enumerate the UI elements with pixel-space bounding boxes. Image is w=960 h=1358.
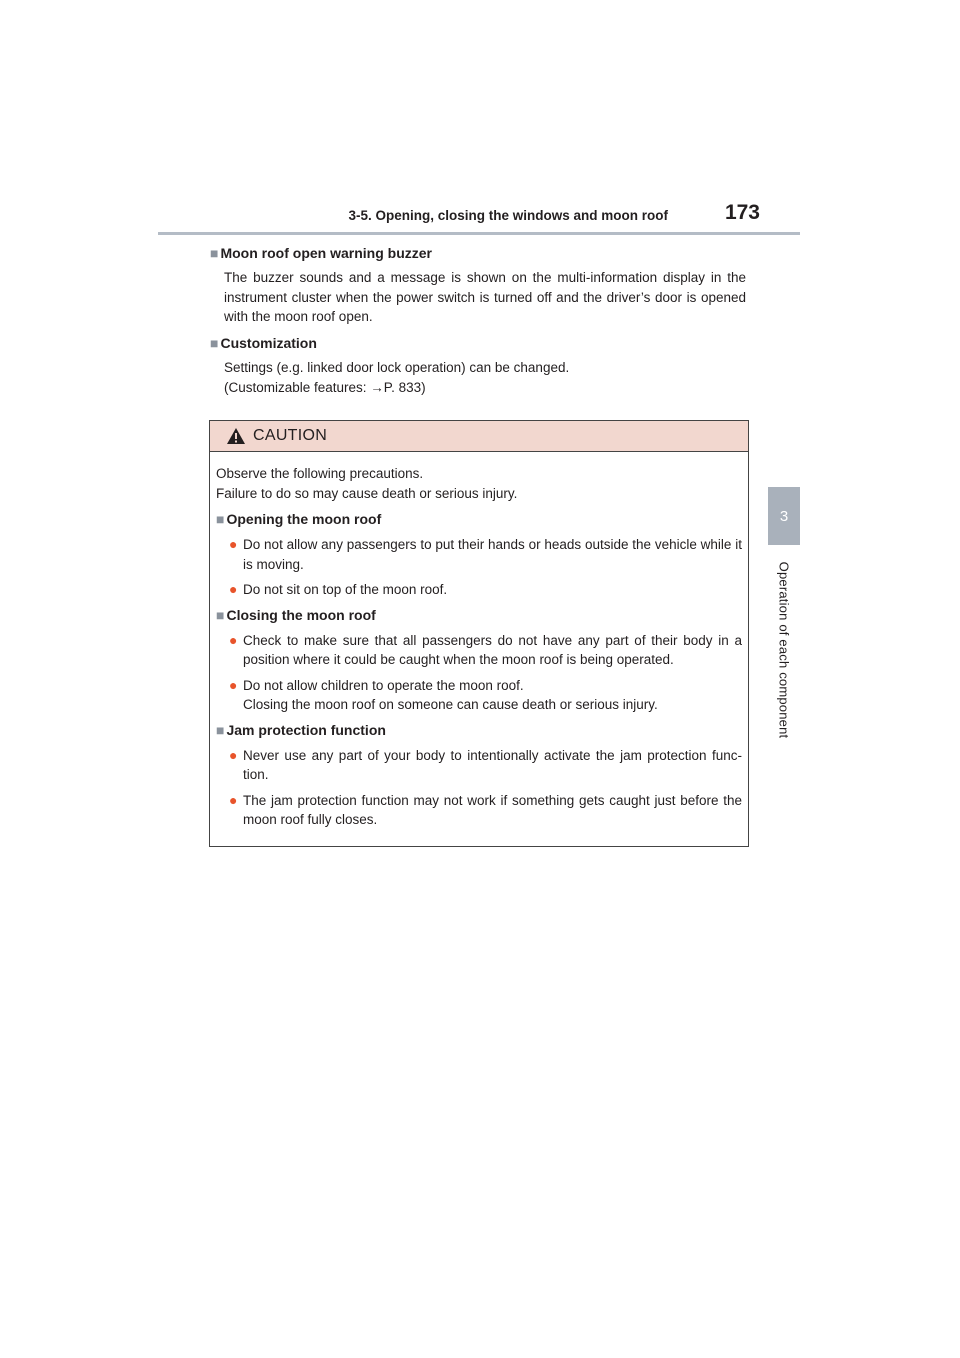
caution-group-heading: ■ Jam protection function [216, 721, 386, 738]
caution-group-heading: ■ Opening the moon roof [216, 511, 382, 527]
square-bullet-icon: ■ [210, 245, 219, 261]
square-bullet-icon: ■ [210, 335, 219, 351]
caution-intro: Observe the following precautions. Failure to do so may cause death or serious injury. [216, 466, 518, 501]
circle-bullet-icon: ● [229, 631, 238, 648]
chapter-tab[interactable] [768, 487, 800, 545]
circle-bullet-icon: ● [229, 676, 238, 693]
caution-bullet: ● Do not allow any passengers to put their hands or heads outside the vehicle while it is moving. [229, 536, 742, 572]
caution-body [210, 452, 748, 830]
caution-bullet: ● Check to make sure that all passengers do not have any part of their body in a position where it could be caught when the moon roof is being operated. [229, 631, 742, 667]
circle-bullet-icon: ● [229, 581, 238, 597]
caution-bullet: ● Do not sit on top of the moon roof. [216, 580, 742, 600]
section-text: Settings (e.g. linked door lock operation) can be changed. (Customizable features: →P. 833) [224, 358, 746, 397]
page-number: 173 [724, 201, 760, 224]
section-moon-roof-warning [210, 243, 746, 327]
chapter-number: 3 [779, 507, 789, 525]
section-title: 3-5. Opening, closing the windows and moon roof [348, 208, 668, 223]
circle-bullet-icon: ● [229, 536, 238, 552]
section-customization [210, 333, 746, 397]
section-text: The buzzer sounds and a message is shown on the multi-information display in the instrument cluster when the power switch is turned off and the driver’s door is opened with the moon roof open. [224, 270, 746, 324]
caution-bullet-continuation: Closing the moon roof on someone can cause death or serious injury. [243, 697, 658, 712]
circle-bullet-icon: ● [229, 746, 238, 763]
caution-header [210, 421, 748, 452]
caution-bullet: ● Do not allow children to operate the moon roof. Closing the moon roof on someone can cause death or serious injury. [216, 676, 742, 715]
square-bullet-icon: ■ [216, 606, 225, 623]
section-heading: ■ Customization [210, 335, 317, 351]
warning-triangle-icon [226, 427, 246, 445]
circle-bullet-icon: ● [229, 791, 238, 808]
caution-bullet: ● Never use any part of your body to intentionally activate the jam protection func-tion. [229, 746, 742, 782]
section-heading: ■ Moon roof open warning buzzer [210, 245, 433, 261]
page-reference-link[interactable]: (Customizable features: →P. 833) [224, 379, 426, 395]
square-bullet-icon: ■ [216, 511, 225, 527]
caution-box [209, 420, 749, 847]
chapter-label: Operation of each component [776, 561, 792, 739]
header-divider [158, 232, 800, 235]
caution-group-heading: ■ Closing the moon roof [216, 606, 376, 623]
caution-bullet: ● The jam protection function may not work if something gets caught just before the moon roof fully closes. [229, 791, 742, 827]
caution-title: CAUTION [253, 427, 328, 444]
square-bullet-icon: ■ [216, 721, 225, 738]
